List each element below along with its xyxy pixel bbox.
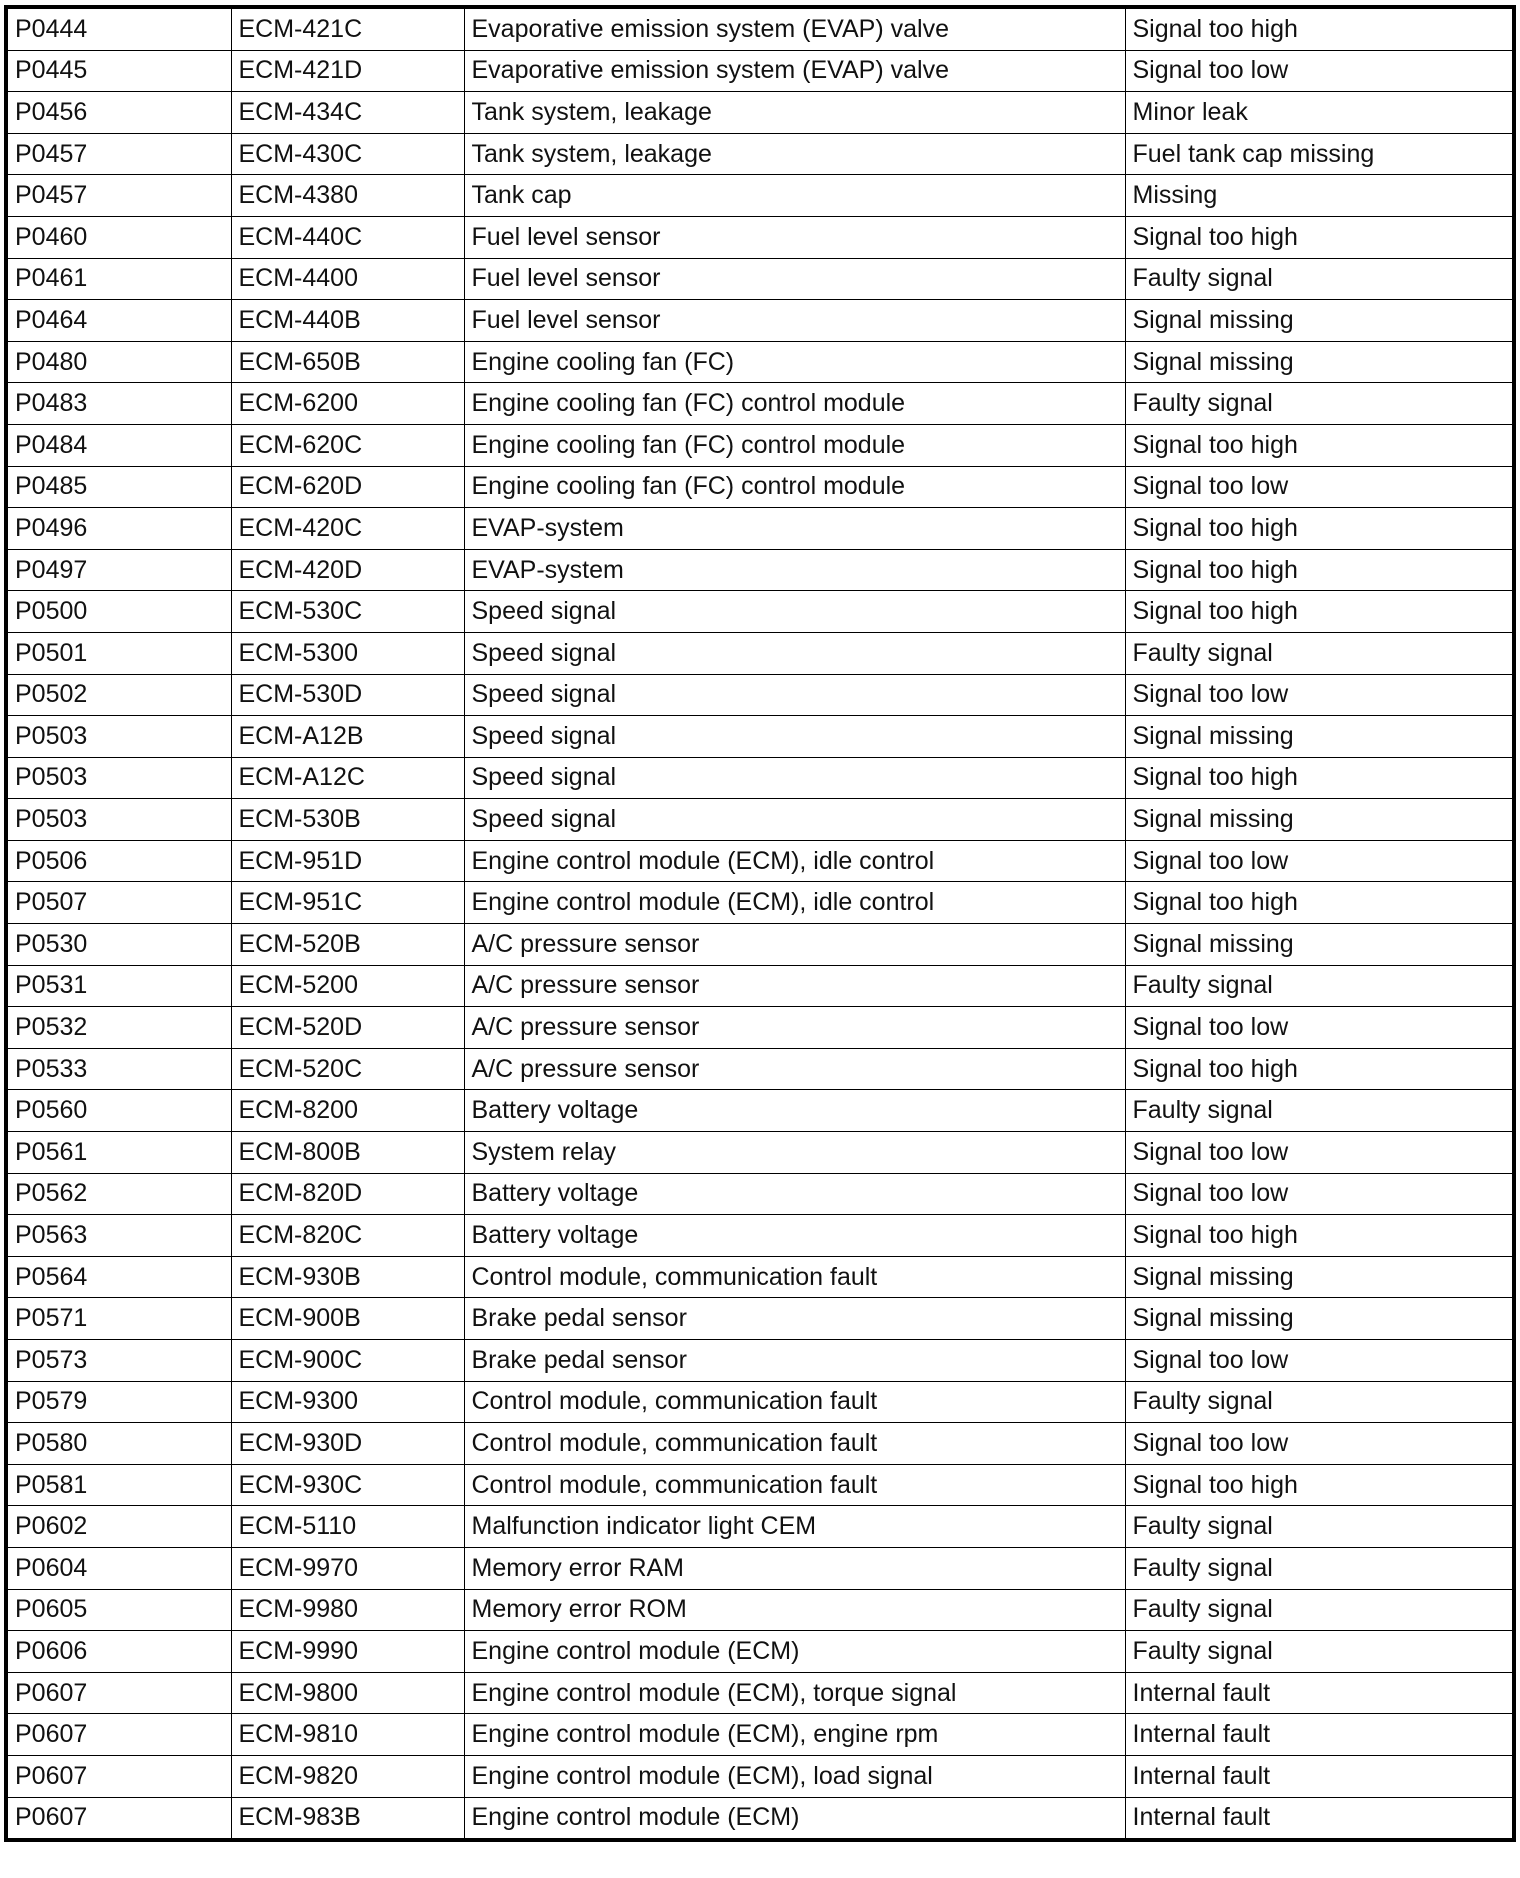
dtc-code-cell: P0563	[6, 1215, 231, 1257]
table-row	[6, 133, 1514, 175]
dtc-code-cell: P0503	[6, 799, 231, 841]
dtc-code-cell: P0484	[6, 424, 231, 466]
ecm-code-cell: ECM-530C	[231, 591, 464, 633]
dtc-code-cell: P0530	[6, 924, 231, 966]
component-cell: Battery voltage	[464, 1173, 1125, 1215]
fault-type-cell: Signal too low	[1125, 840, 1514, 882]
dtc-code-cell: P0602	[6, 1506, 231, 1548]
fault-type-cell: Signal missing	[1125, 1298, 1514, 1340]
ecm-code-cell: ECM-440B	[231, 300, 464, 342]
fault-type-cell: Faulty signal	[1125, 632, 1514, 674]
fault-type-cell: Internal fault	[1125, 1755, 1514, 1797]
dtc-code-cell: P0500	[6, 591, 231, 633]
component-cell: Engine control module (ECM), torque signal	[464, 1672, 1125, 1714]
component-cell: Speed signal	[464, 674, 1125, 716]
table-row	[6, 1506, 1514, 1548]
component-cell: Engine control module (ECM), engine rpm	[464, 1714, 1125, 1756]
fault-type-cell: Signal too high	[1125, 1464, 1514, 1506]
table-row	[6, 1464, 1514, 1506]
dtc-code-cell: P0607	[6, 1672, 231, 1714]
fault-type-cell: Signal too high	[1125, 508, 1514, 550]
dtc-table	[4, 5, 1516, 1842]
dtc-code-cell: P0532	[6, 1007, 231, 1049]
table-row	[6, 924, 1514, 966]
component-cell: Evaporative emission system (EVAP) valve	[464, 50, 1125, 92]
component-cell: EVAP-system	[464, 508, 1125, 550]
ecm-code-cell: ECM-5200	[231, 965, 464, 1007]
ecm-code-cell: ECM-800B	[231, 1132, 464, 1174]
table-row	[6, 258, 1514, 300]
ecm-code-cell: ECM-951D	[231, 840, 464, 882]
ecm-code-cell: ECM-650B	[231, 341, 464, 383]
table-row	[6, 508, 1514, 550]
component-cell: Speed signal	[464, 632, 1125, 674]
ecm-code-cell: ECM-9810	[231, 1714, 464, 1756]
dtc-code-cell: P0564	[6, 1256, 231, 1298]
ecm-code-cell: ECM-9980	[231, 1589, 464, 1631]
dtc-code-cell: P0502	[6, 674, 231, 716]
component-cell: Battery voltage	[464, 1215, 1125, 1257]
table-row	[6, 1547, 1514, 1589]
ecm-code-cell: ECM-420D	[231, 549, 464, 591]
table-row	[6, 1215, 1514, 1257]
table-row	[6, 1090, 1514, 1132]
component-cell: Control module, communication fault	[464, 1381, 1125, 1423]
component-cell: Malfunction indicator light CEM	[464, 1506, 1125, 1548]
fault-type-cell: Signal too low	[1125, 1340, 1514, 1382]
component-cell: Fuel level sensor	[464, 216, 1125, 258]
table-row	[6, 1007, 1514, 1049]
fault-type-cell: Signal too high	[1125, 1215, 1514, 1257]
component-cell: Speed signal	[464, 591, 1125, 633]
table-row	[6, 300, 1514, 342]
table-row	[6, 1173, 1514, 1215]
component-cell: Engine control module (ECM), load signal	[464, 1755, 1125, 1797]
dtc-code-cell: P0605	[6, 1589, 231, 1631]
fault-type-cell: Faulty signal	[1125, 1631, 1514, 1673]
component-cell: A/C pressure sensor	[464, 965, 1125, 1007]
table-row	[6, 1048, 1514, 1090]
ecm-code-cell: ECM-900B	[231, 1298, 464, 1340]
fault-type-cell: Signal too low	[1125, 674, 1514, 716]
table-row	[6, 50, 1514, 92]
ecm-code-cell: ECM-430C	[231, 133, 464, 175]
dtc-code-cell: P0531	[6, 965, 231, 1007]
ecm-code-cell: ECM-A12C	[231, 757, 464, 799]
dtc-code-cell: P0445	[6, 50, 231, 92]
component-cell: Engine control module (ECM), idle control	[464, 840, 1125, 882]
table-row	[6, 632, 1514, 674]
dtc-code-cell: P0456	[6, 92, 231, 134]
ecm-code-cell: ECM-8200	[231, 1090, 464, 1132]
dtc-code-cell: P0457	[6, 133, 231, 175]
dtc-code-cell: P0607	[6, 1714, 231, 1756]
dtc-code-cell: P0464	[6, 300, 231, 342]
ecm-code-cell: ECM-520B	[231, 924, 464, 966]
table-row	[6, 757, 1514, 799]
fault-type-cell: Signal too low	[1125, 1007, 1514, 1049]
dtc-code-cell: P0561	[6, 1132, 231, 1174]
fault-type-cell: Signal too low	[1125, 50, 1514, 92]
table-row	[6, 1381, 1514, 1423]
component-cell: Speed signal	[464, 799, 1125, 841]
component-cell: Fuel level sensor	[464, 300, 1125, 342]
table-row	[6, 1714, 1514, 1756]
fault-type-cell: Signal too high	[1125, 757, 1514, 799]
component-cell: Evaporative emission system (EVAP) valve	[464, 7, 1125, 50]
fault-type-cell: Faulty signal	[1125, 1506, 1514, 1548]
table-row	[6, 1631, 1514, 1673]
fault-type-cell: Signal missing	[1125, 716, 1514, 758]
ecm-code-cell: ECM-9820	[231, 1755, 464, 1797]
component-cell: Speed signal	[464, 757, 1125, 799]
fault-type-cell: Internal fault	[1125, 1672, 1514, 1714]
dtc-code-cell: P0580	[6, 1423, 231, 1465]
component-cell: Engine cooling fan (FC)	[464, 341, 1125, 383]
fault-type-cell: Signal missing	[1125, 924, 1514, 966]
fault-type-cell: Signal too low	[1125, 1173, 1514, 1215]
component-cell: Control module, communication fault	[464, 1464, 1125, 1506]
dtc-code-cell: P0457	[6, 175, 231, 217]
fault-type-cell: Faulty signal	[1125, 383, 1514, 425]
ecm-code-cell: ECM-983B	[231, 1797, 464, 1840]
fault-type-cell: Fuel tank cap missing	[1125, 133, 1514, 175]
dtc-code-cell: P0460	[6, 216, 231, 258]
component-cell: Brake pedal sensor	[464, 1340, 1125, 1382]
ecm-code-cell: ECM-530B	[231, 799, 464, 841]
table-row	[6, 216, 1514, 258]
table-row	[6, 674, 1514, 716]
fault-type-cell: Signal too high	[1125, 216, 1514, 258]
ecm-code-cell: ECM-930D	[231, 1423, 464, 1465]
dtc-code-cell: P0506	[6, 840, 231, 882]
component-cell: A/C pressure sensor	[464, 924, 1125, 966]
table-row	[6, 7, 1514, 50]
ecm-code-cell: ECM-421D	[231, 50, 464, 92]
table-row	[6, 424, 1514, 466]
table-row	[6, 383, 1514, 425]
component-cell: Engine control module (ECM), idle control	[464, 882, 1125, 924]
dtc-code-cell: P0607	[6, 1755, 231, 1797]
ecm-code-cell: ECM-6200	[231, 383, 464, 425]
ecm-code-cell: ECM-820C	[231, 1215, 464, 1257]
table-row	[6, 1340, 1514, 1382]
component-cell: Memory error RAM	[464, 1547, 1125, 1589]
dtc-code-cell: P0571	[6, 1298, 231, 1340]
table-row	[6, 1423, 1514, 1465]
component-cell: Brake pedal sensor	[464, 1298, 1125, 1340]
table-row	[6, 965, 1514, 1007]
ecm-code-cell: ECM-421C	[231, 7, 464, 50]
fault-type-cell: Signal missing	[1125, 1256, 1514, 1298]
component-cell: Control module, communication fault	[464, 1423, 1125, 1465]
dtc-code-cell: P0497	[6, 549, 231, 591]
dtc-code-cell: P0480	[6, 341, 231, 383]
component-cell: A/C pressure sensor	[464, 1007, 1125, 1049]
table-row	[6, 840, 1514, 882]
ecm-code-cell: ECM-440C	[231, 216, 464, 258]
table-row	[6, 466, 1514, 508]
dtc-code-cell: P0485	[6, 466, 231, 508]
fault-type-cell: Signal too high	[1125, 591, 1514, 633]
dtc-code-cell: P0562	[6, 1173, 231, 1215]
fault-type-cell: Signal too low	[1125, 1132, 1514, 1174]
dtc-code-cell: P0573	[6, 1340, 231, 1382]
dtc-code-cell: P0496	[6, 508, 231, 550]
fault-type-cell: Faulty signal	[1125, 965, 1514, 1007]
ecm-code-cell: ECM-9800	[231, 1672, 464, 1714]
fault-type-cell: Signal too low	[1125, 1423, 1514, 1465]
dtc-code-cell: P0503	[6, 757, 231, 799]
fault-type-cell: Signal too high	[1125, 882, 1514, 924]
ecm-code-cell: ECM-9970	[231, 1547, 464, 1589]
fault-type-cell: Signal too low	[1125, 466, 1514, 508]
ecm-code-cell: ECM-520D	[231, 1007, 464, 1049]
dtc-code-cell: P0503	[6, 716, 231, 758]
fault-type-cell: Signal too high	[1125, 7, 1514, 50]
component-cell: Memory error ROM	[464, 1589, 1125, 1631]
fault-type-cell: Faulty signal	[1125, 1090, 1514, 1132]
ecm-code-cell: ECM-900C	[231, 1340, 464, 1382]
table-row	[6, 882, 1514, 924]
dtc-code-cell: P0607	[6, 1797, 231, 1840]
ecm-code-cell: ECM-530D	[231, 674, 464, 716]
table-row	[6, 1256, 1514, 1298]
table-row	[6, 1132, 1514, 1174]
ecm-code-cell: ECM-520C	[231, 1048, 464, 1090]
component-cell: Engine control module (ECM)	[464, 1631, 1125, 1673]
table-row	[6, 175, 1514, 217]
table-row	[6, 549, 1514, 591]
table-row	[6, 1672, 1514, 1714]
table-row	[6, 1797, 1514, 1840]
component-cell: Fuel level sensor	[464, 258, 1125, 300]
table-row	[6, 1298, 1514, 1340]
ecm-code-cell: ECM-930C	[231, 1464, 464, 1506]
dtc-code-cell: P0606	[6, 1631, 231, 1673]
component-cell: EVAP-system	[464, 549, 1125, 591]
ecm-code-cell: ECM-9300	[231, 1381, 464, 1423]
dtc-table-body	[6, 7, 1514, 1840]
ecm-code-cell: ECM-5110	[231, 1506, 464, 1548]
ecm-code-cell: ECM-620C	[231, 424, 464, 466]
table-row	[6, 799, 1514, 841]
ecm-code-cell: ECM-A12B	[231, 716, 464, 758]
fault-type-cell: Missing	[1125, 175, 1514, 217]
fault-type-cell: Signal missing	[1125, 799, 1514, 841]
component-cell: Engine cooling fan (FC) control module	[464, 383, 1125, 425]
fault-type-cell: Signal too high	[1125, 549, 1514, 591]
dtc-code-cell: P0604	[6, 1547, 231, 1589]
dtc-code-cell: P0507	[6, 882, 231, 924]
fault-type-cell: Faulty signal	[1125, 1589, 1514, 1631]
fault-type-cell: Faulty signal	[1125, 1547, 1514, 1589]
component-cell: System relay	[464, 1132, 1125, 1174]
dtc-code-cell: P0560	[6, 1090, 231, 1132]
component-cell: Engine cooling fan (FC) control module	[464, 424, 1125, 466]
ecm-code-cell: ECM-434C	[231, 92, 464, 134]
fault-type-cell: Signal missing	[1125, 300, 1514, 342]
dtc-code-cell: P0483	[6, 383, 231, 425]
fault-type-cell: Signal too high	[1125, 424, 1514, 466]
fault-type-cell: Minor leak	[1125, 92, 1514, 134]
fault-type-cell: Internal fault	[1125, 1797, 1514, 1840]
dtc-code-cell: P0461	[6, 258, 231, 300]
component-cell: Tank system, leakage	[464, 133, 1125, 175]
component-cell: Engine control module (ECM)	[464, 1797, 1125, 1840]
component-cell: Engine cooling fan (FC) control module	[464, 466, 1125, 508]
table-row	[6, 341, 1514, 383]
ecm-code-cell: ECM-9990	[231, 1631, 464, 1673]
fault-type-cell: Faulty signal	[1125, 1381, 1514, 1423]
ecm-code-cell: ECM-951C	[231, 882, 464, 924]
ecm-code-cell: ECM-620D	[231, 466, 464, 508]
dtc-code-cell: P0579	[6, 1381, 231, 1423]
ecm-code-cell: ECM-420C	[231, 508, 464, 550]
ecm-code-cell: ECM-5300	[231, 632, 464, 674]
ecm-code-cell: ECM-4400	[231, 258, 464, 300]
dtc-code-cell: P0501	[6, 632, 231, 674]
component-cell: Tank system, leakage	[464, 92, 1125, 134]
table-row	[6, 92, 1514, 134]
fault-type-cell: Internal fault	[1125, 1714, 1514, 1756]
ecm-code-cell: ECM-930B	[231, 1256, 464, 1298]
table-row	[6, 1589, 1514, 1631]
dtc-code-cell: P0444	[6, 7, 231, 50]
ecm-code-cell: ECM-820D	[231, 1173, 464, 1215]
table-row	[6, 1755, 1514, 1797]
component-cell: Tank cap	[464, 175, 1125, 217]
fault-type-cell: Signal too high	[1125, 1048, 1514, 1090]
dtc-code-cell: P0533	[6, 1048, 231, 1090]
fault-type-cell: Signal missing	[1125, 341, 1514, 383]
table-row	[6, 716, 1514, 758]
component-cell: Control module, communication fault	[464, 1256, 1125, 1298]
component-cell: A/C pressure sensor	[464, 1048, 1125, 1090]
table-row	[6, 591, 1514, 633]
dtc-code-cell: P0581	[6, 1464, 231, 1506]
fault-type-cell: Faulty signal	[1125, 258, 1514, 300]
component-cell: Battery voltage	[464, 1090, 1125, 1132]
component-cell: Speed signal	[464, 716, 1125, 758]
ecm-code-cell: ECM-4380	[231, 175, 464, 217]
